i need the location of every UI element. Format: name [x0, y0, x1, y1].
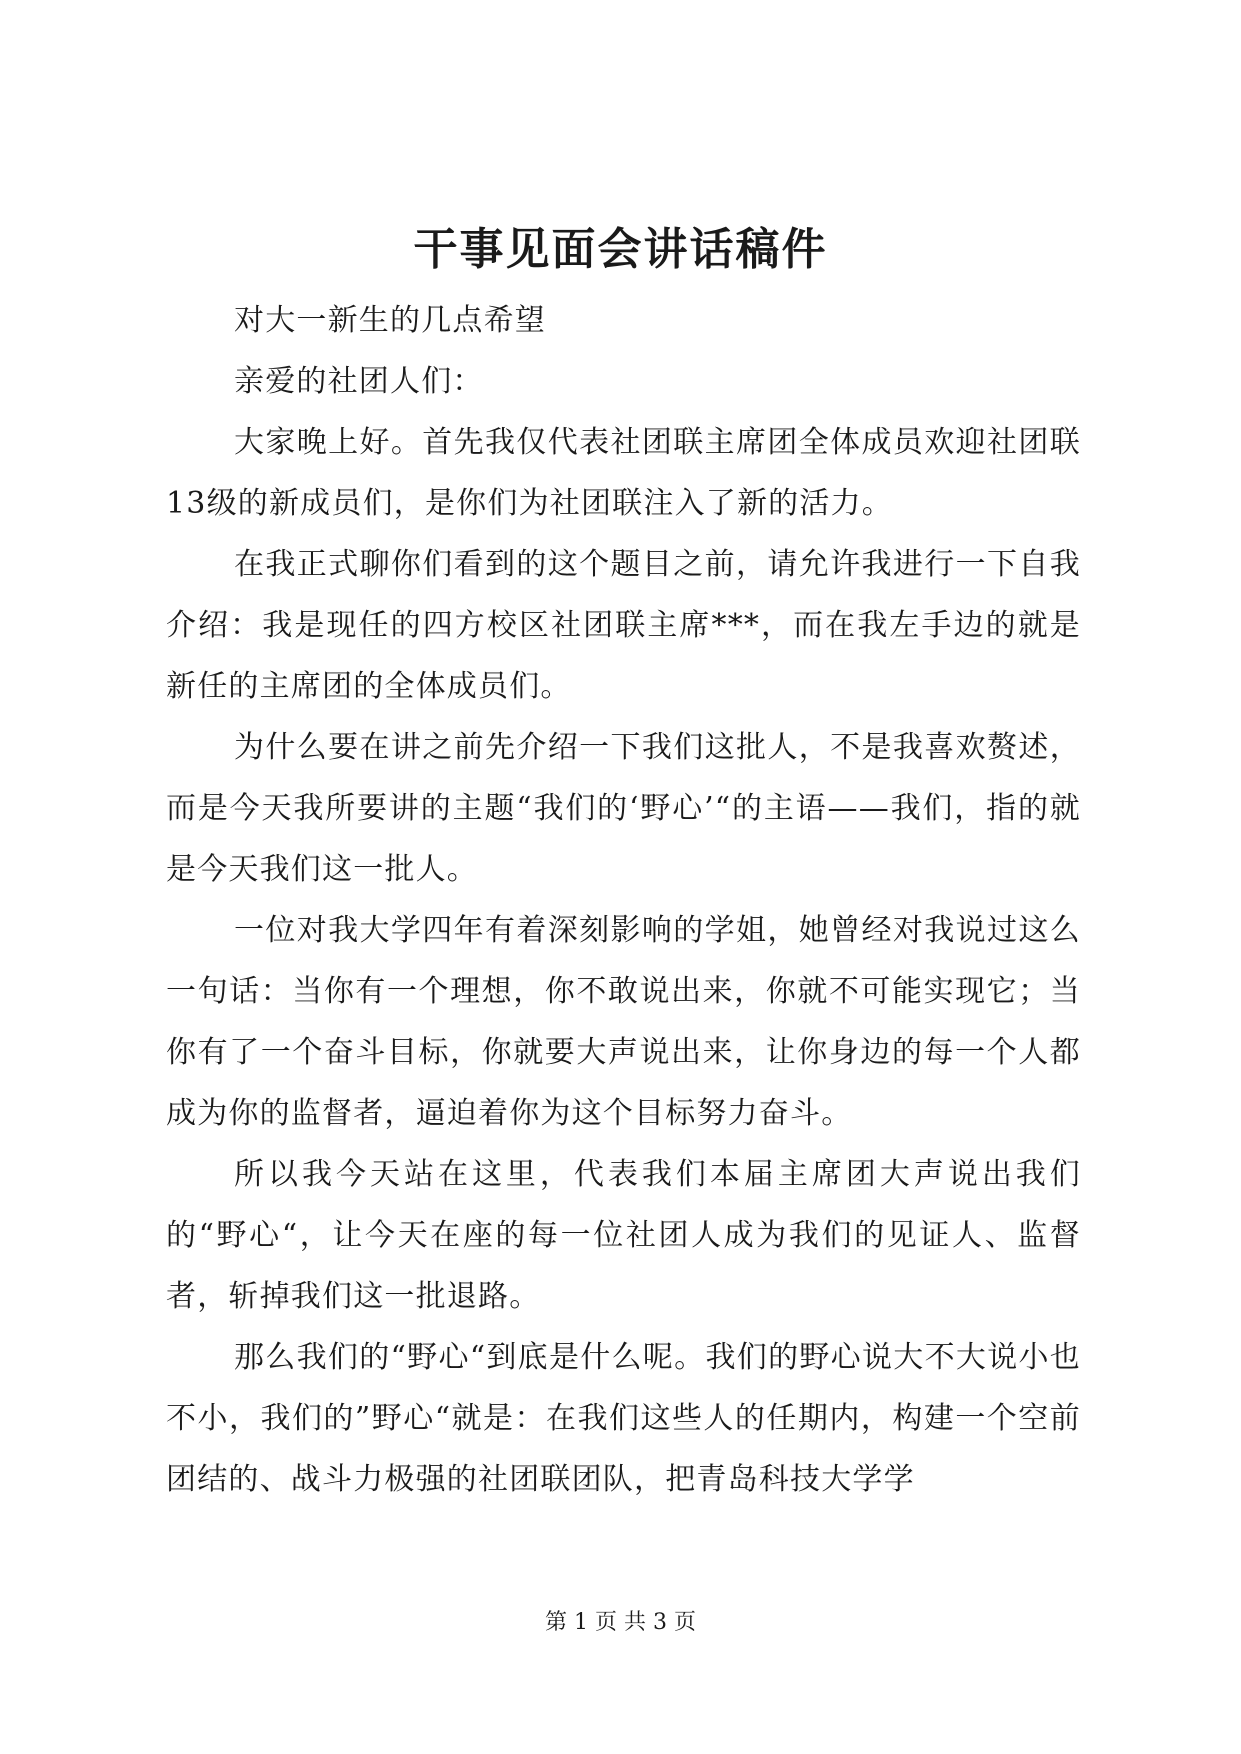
body-paragraph: 在我正式聊你们看到的这个题目之前，请允许我进行一下自我介绍：我是现任的四方校区社团联主席***，而在我左手边的就是新任的主席团的全体成员们。	[166, 547, 1081, 704]
body-paragraph: 大家晚上好。首先我仅代表社团联主席团全体成员欢迎社团联13级的新成员们，是你们为社团联注入了新的活力。	[166, 425, 1081, 521]
body-paragraph: 所以我今天站在这里，代表我们本届主席团大声说出我们的“野心“，让今天在座的每一位社团人成为我们的见证人、监督者，斩掉我们这一批退路。	[166, 1157, 1081, 1314]
salutation-paragraph: 亲爱的社团人们：	[234, 364, 484, 399]
document-body	[166, 290, 1081, 1510]
body-paragraph: 那么我们的“野心“到底是什么呢。我们的野心说大不大说小也不小，我们的”野心“就是：在我们这些人的任期内，构建一个空前团结的、战斗力极强的社团联团队，把青岛科技大学学	[166, 1340, 1081, 1497]
subtitle-paragraph: 对大一新生的几点希望	[234, 303, 546, 338]
body-paragraph: 一位对我大学四年有着深刻影响的学姐，她曾经对我说过这么一句话：当你有一个理想，你不敢说出来，你就不可能实现它；当你有了一个奋斗目标，你就要大声说出来，让你身边的每一个人都成为你的监督者，逼迫着你为这个目标努力奋斗。	[166, 913, 1081, 1131]
page-number-footer: 第 1 页 共 3 页	[545, 1610, 696, 1635]
document-title: 干事见面会讲话稿件	[413, 224, 828, 275]
body-paragraph: 为什么要在讲之前先介绍一下我们这批人，不是我喜欢赘述，而是今天我所要讲的主题“我们的‘野心’“的主语——我们，指的就是今天我们这一批人。	[166, 730, 1081, 887]
